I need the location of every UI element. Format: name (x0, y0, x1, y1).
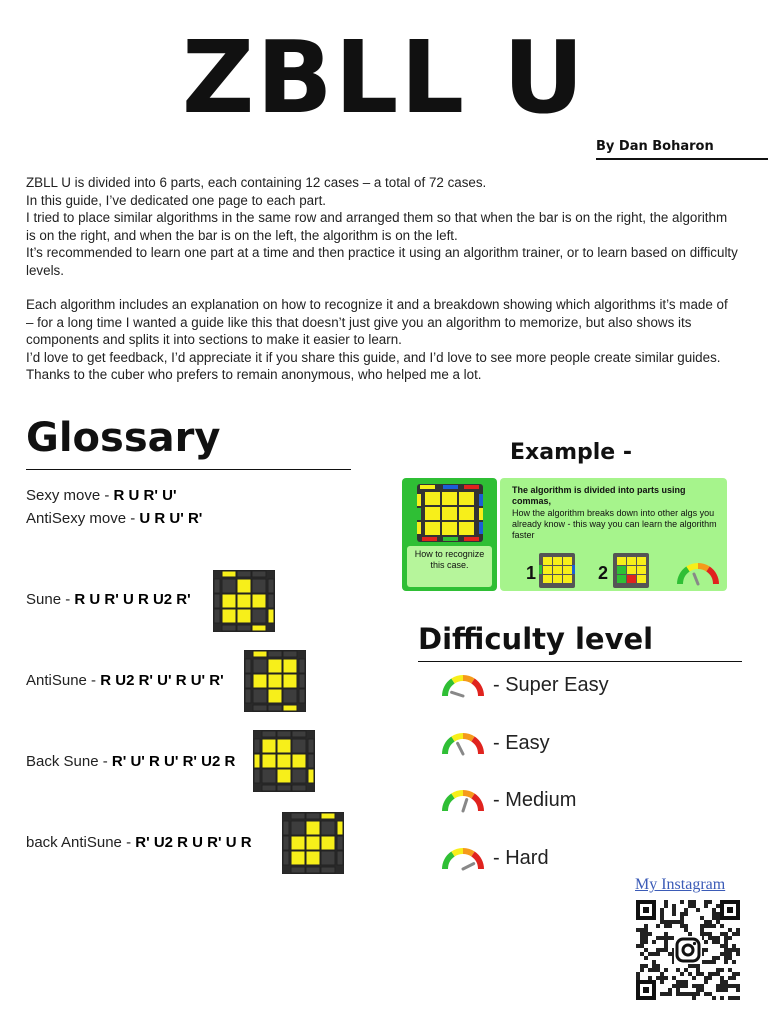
example-case-cube-icon (417, 484, 483, 542)
intro-line: ZBLL U is divided into 6 parts, each containing 12 cases – a total of 72 cases. (26, 175, 487, 190)
glossary-term: Back Sune (26, 753, 99, 770)
gauge-super-easy-icon (441, 672, 485, 698)
glossary-alg: R' U2 R U R' U R (135, 834, 252, 851)
intro-line: It’s recommended to learn one part at a time and then practice it using an algorithm trainer, or to learn based on difficulty levels. (26, 245, 738, 278)
intro-line: I tried to place similar algorithms in the same row and arranged them so that when the bar is on the right, the algorithm is on the right, and when the bar is on the left, the algorithm is on the left. (26, 210, 728, 243)
glossary-alg: R U R' U R U2 R' (74, 591, 191, 608)
gauge-hard-icon (441, 845, 485, 871)
glossary-term: AntiSexy move (26, 510, 127, 527)
glossary-alg: R U R' U' (113, 487, 177, 504)
glossary-alg: R' U' R U' R' U2 R (111, 753, 236, 770)
gauge-medium-icon (441, 787, 485, 813)
glossary-item-sune: Sune - R U R' U R U2 R' (26, 591, 191, 608)
example-difficulty-gauge-icon (676, 560, 720, 586)
difficulty-label: - Super Easy (493, 673, 609, 696)
difficulty-label: - Hard (493, 846, 549, 869)
example-title: Example - (510, 440, 632, 465)
back-antisune-cube-icon (282, 812, 344, 874)
difficulty-label: - Easy (493, 731, 550, 754)
glossary-item-back-sune: Back Sune - R' U' R U' R' U2 R (26, 753, 236, 770)
glossary-term: AntiSune (26, 672, 87, 689)
glossary-alg: R U2 R' U' R U' R' (100, 672, 224, 689)
glossary-item-antisune: AntiSune - R U2 R' U' R U' R' (26, 672, 224, 689)
difficulty-row-hard (441, 843, 549, 873)
example-part-1-cube-icon (539, 553, 575, 588)
intro-line: Thanks to the cuber who prefers to remain anonymous, who helped me a lot. (26, 367, 482, 382)
example-recognize-note: How to recognize this case. (407, 546, 492, 587)
intro-line: Each algorithm includes an explanation on how to recognize it and a breakdown showing which algorithms it’s made of – for a long time I wanted a guide like this that doesn’t just give you an algorithm to memorize, but also shows its components and splits it into sections to make it easier to learn. (26, 297, 728, 347)
example-part-2-label: 2 (598, 563, 609, 583)
difficulty-label: - Medium (493, 788, 577, 811)
glossary-term: back AntiSune (26, 834, 122, 851)
example-part-2-cube-icon (613, 553, 649, 588)
intro-line: In this guide, I’ve dedicated one page to each part. (26, 192, 327, 208)
glossary-item-antisexy-move: AntiSexy move - U R U' R' (26, 510, 203, 527)
difficulty-divider (418, 661, 742, 662)
sune-cube-icon (213, 570, 275, 632)
difficulty-row-medium (441, 785, 576, 815)
glossary-item-sexy-move: Sexy move - R U R' U' (26, 487, 177, 504)
difficulty-title: Difficulty level (418, 622, 654, 656)
page-title: ZBLL U (181, 19, 587, 136)
author-underline (596, 158, 768, 160)
difficulty-row-easy (441, 728, 550, 758)
author-credit: By Dan Boharon (596, 139, 714, 154)
intro-text (26, 174, 738, 384)
back-sune-cube-icon (253, 730, 315, 792)
instagram-qr-code[interactable] (636, 900, 740, 1000)
glossary-term: Sune (26, 591, 62, 608)
glossary-term: Sexy move (26, 487, 101, 504)
difficulty-row-super-easy (441, 670, 609, 700)
intro-line: I’d love to get feedback, I’d appreciate it if you share this guide, and I’d love to see more people create similar guides. (26, 349, 721, 365)
example-body: How the algorithm breaks down into other algs you already know - this way you can learn the algorithm faster (512, 508, 717, 540)
antisune-cube-icon (244, 650, 306, 712)
gauge-easy-icon (441, 730, 485, 756)
glossary-title: Glossary (26, 415, 221, 461)
glossary-divider (26, 469, 351, 470)
example-heading: The algorithm is divided into parts using commas, (512, 485, 686, 506)
instagram-link[interactable]: My Instagram (635, 876, 726, 893)
example-part-1-label: 1 (526, 563, 537, 583)
glossary-item-back-antisune: back AntiSune - R' U2 R U R' U R (26, 834, 252, 851)
glossary-alg: U R U' R' (139, 510, 203, 527)
